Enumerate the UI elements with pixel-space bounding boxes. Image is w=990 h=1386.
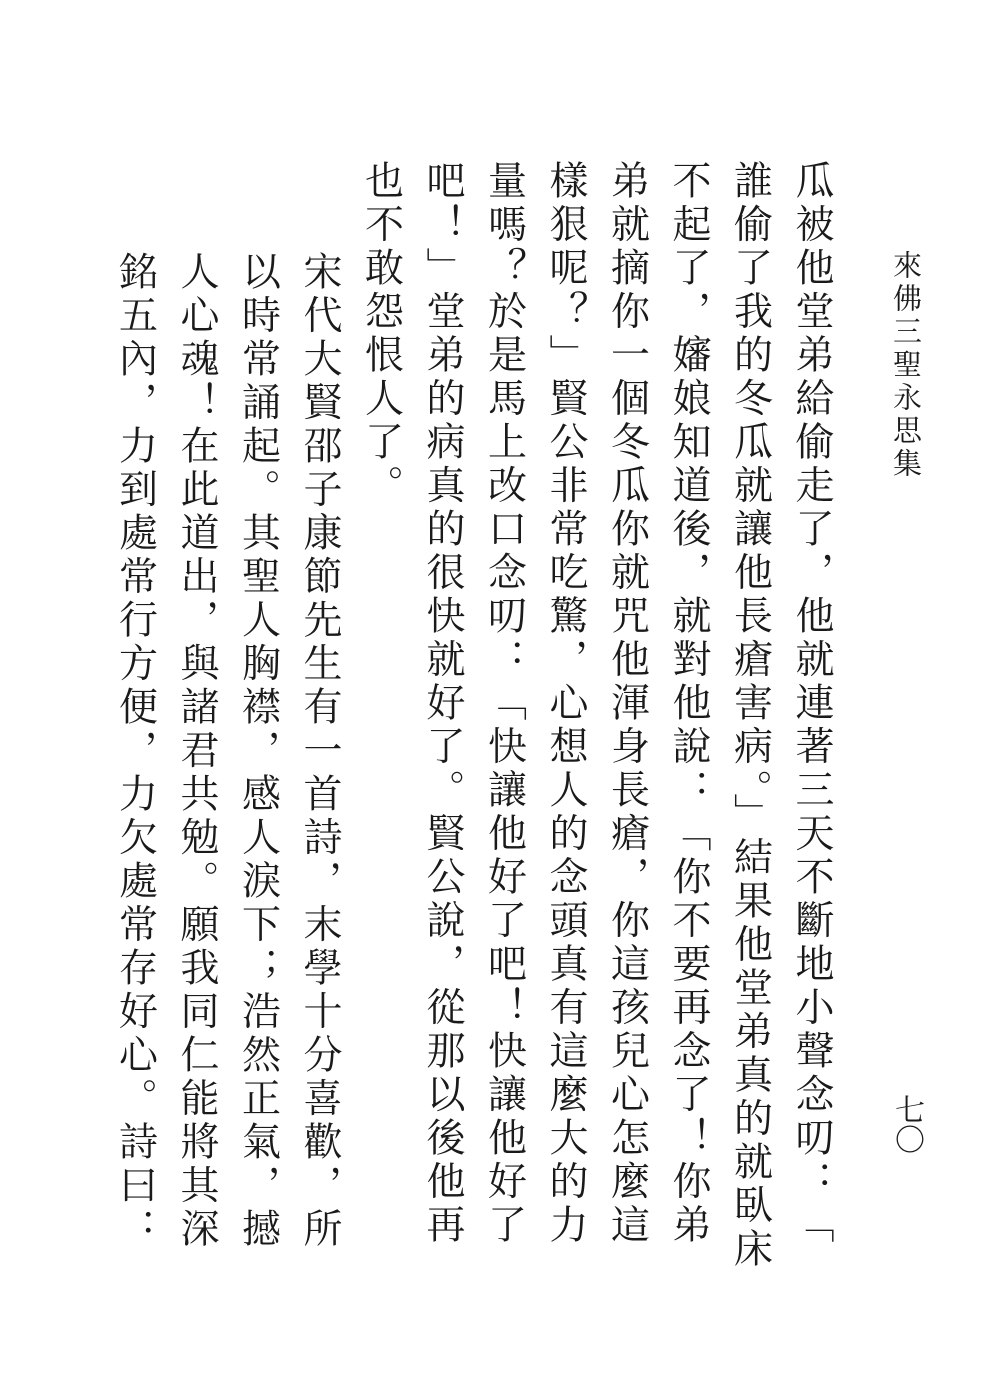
paragraph-continuation: 瓜被他堂弟給偷走了，他就連著三天不斷地小聲念叨：「誰偷了我的冬瓜就讓他長瘡害病。」結果他堂弟真的就臥床不起了，嬸娘知道後，就對他說：「你不要再念了！你弟弟就摘你一個冬瓜你就咒他渾身長瘡，你這孩兒心怎麼這樣狠呢？」賢公非常吃驚，心想人的念頭真有這麼大的力量嗎？於是馬上改口念叨：「快讓他好了吧！快讓他好了吧！」堂弟的病真的很快就好了。賢公說，從那以後他再也不敢怨恨人了。	[358, 160, 834, 1272]
main-text	[104, 160, 842, 1290]
page-number: 七〇	[889, 1094, 924, 1154]
paragraph-shao-yong-poem-intro: 宋代大賢邵子康節先生有一首詩，末學十分喜歡，所以時常誦起。其聖人胸襟，感人淚下；浩然正氣，撼人心魂！在此道出，與諸君共勉。願我同仁能將其深銘五內，力到處常行方便，力欠處常存好心。詩曰：	[112, 251, 342, 1252]
book-title-header: 來佛三聖永思集	[889, 250, 923, 481]
